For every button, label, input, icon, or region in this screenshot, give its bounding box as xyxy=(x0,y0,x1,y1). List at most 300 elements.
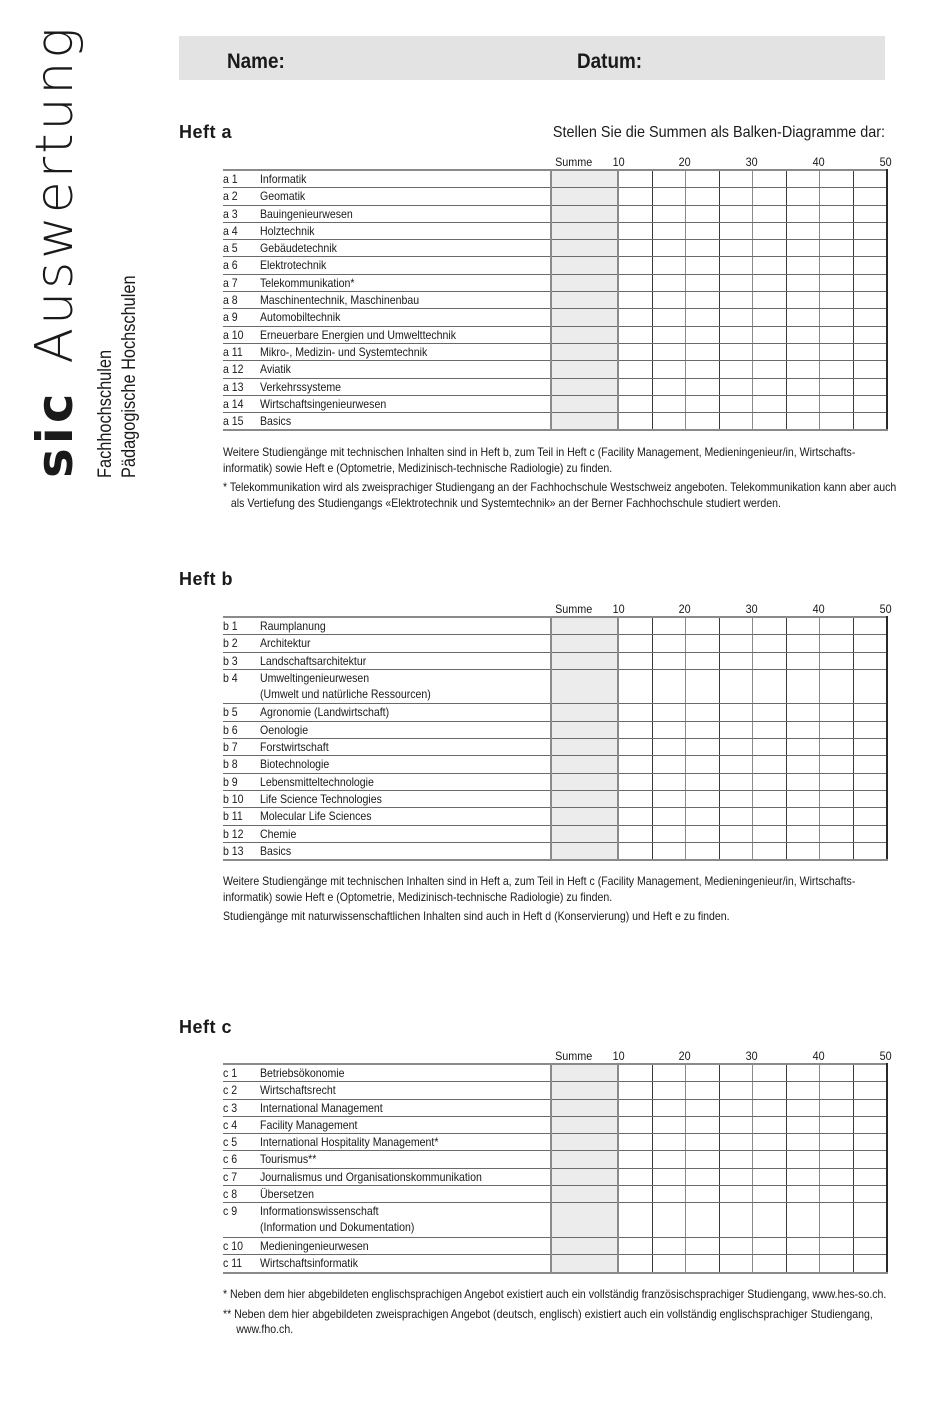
bar-chart-cell[interactable] xyxy=(618,1151,652,1168)
bar-chart-cell[interactable] xyxy=(853,188,887,205)
bar-chart-cell[interactable] xyxy=(652,721,686,738)
bar-chart-cell[interactable] xyxy=(820,413,854,431)
bar-chart-cell[interactable] xyxy=(753,652,787,669)
bar-chart-cell[interactable] xyxy=(652,1082,686,1099)
bar-chart-cell[interactable] xyxy=(853,1064,887,1082)
bar-chart-cell[interactable] xyxy=(753,292,787,309)
bar-chart-cell[interactable] xyxy=(820,1237,854,1254)
bar-chart-cell[interactable] xyxy=(686,1186,720,1203)
bar-chart-cell[interactable] xyxy=(820,1064,854,1082)
bar-chart-cell[interactable] xyxy=(719,773,753,790)
bar-chart-cell[interactable] xyxy=(686,1099,720,1116)
bar-chart-cell[interactable] xyxy=(820,361,854,378)
bar-chart-cell[interactable] xyxy=(686,825,720,842)
bar-chart-cell[interactable] xyxy=(686,188,720,205)
bar-chart-cell[interactable] xyxy=(719,756,753,773)
bar-chart-cell[interactable] xyxy=(618,1116,652,1133)
bar-chart-cell[interactable] xyxy=(686,343,720,360)
bar-chart-cell[interactable] xyxy=(652,669,686,704)
bar-chart-cell[interactable] xyxy=(820,257,854,274)
bar-chart-cell[interactable] xyxy=(652,361,686,378)
bar-chart-cell[interactable] xyxy=(686,361,720,378)
sum-input-cell[interactable] xyxy=(551,669,618,704)
bar-chart-cell[interactable] xyxy=(820,274,854,291)
bar-chart-cell[interactable] xyxy=(652,1237,686,1254)
bar-chart-cell[interactable] xyxy=(652,635,686,652)
bar-chart-cell[interactable] xyxy=(853,1151,887,1168)
bar-chart-cell[interactable] xyxy=(753,222,787,239)
bar-chart-cell[interactable] xyxy=(719,1082,753,1099)
bar-chart-cell[interactable] xyxy=(786,1237,820,1254)
bar-chart-cell[interactable] xyxy=(853,222,887,239)
bar-chart-cell[interactable] xyxy=(820,773,854,790)
bar-chart-cell[interactable] xyxy=(853,309,887,326)
bar-chart-cell[interactable] xyxy=(618,1064,652,1082)
bar-chart-cell[interactable] xyxy=(652,704,686,721)
bar-chart-cell[interactable] xyxy=(652,326,686,343)
bar-chart-cell[interactable] xyxy=(652,1116,686,1133)
bar-chart-cell[interactable] xyxy=(618,361,652,378)
bar-chart-cell[interactable] xyxy=(719,274,753,291)
bar-chart-cell[interactable] xyxy=(820,378,854,395)
bar-chart-cell[interactable] xyxy=(618,1186,652,1203)
bar-chart-cell[interactable] xyxy=(618,413,652,431)
sum-input-cell[interactable] xyxy=(551,1116,618,1133)
bar-chart-cell[interactable] xyxy=(719,395,753,412)
bar-chart-cell[interactable] xyxy=(786,188,820,205)
bar-chart-cell[interactable] xyxy=(719,652,753,669)
bar-chart-cell[interactable] xyxy=(853,1237,887,1254)
bar-chart-cell[interactable] xyxy=(652,1099,686,1116)
bar-chart-cell[interactable] xyxy=(753,257,787,274)
sum-input-cell[interactable] xyxy=(551,361,618,378)
bar-chart-cell[interactable] xyxy=(618,721,652,738)
bar-chart-cell[interactable] xyxy=(753,343,787,360)
sum-input-cell[interactable] xyxy=(551,1255,618,1273)
bar-chart-cell[interactable] xyxy=(753,413,787,431)
bar-chart-cell[interactable] xyxy=(719,1151,753,1168)
bar-chart-cell[interactable] xyxy=(753,205,787,222)
bar-chart-cell[interactable] xyxy=(652,790,686,807)
bar-chart-cell[interactable] xyxy=(786,395,820,412)
bar-chart-cell[interactable] xyxy=(719,669,753,704)
bar-chart-cell[interactable] xyxy=(820,1151,854,1168)
bar-chart-cell[interactable] xyxy=(853,617,887,635)
bar-chart-cell[interactable] xyxy=(753,790,787,807)
bar-chart-cell[interactable] xyxy=(853,669,887,704)
sum-input-cell[interactable] xyxy=(551,257,618,274)
bar-chart-cell[interactable] xyxy=(753,704,787,721)
bar-chart-cell[interactable] xyxy=(820,652,854,669)
bar-chart-cell[interactable] xyxy=(853,1134,887,1151)
bar-chart-cell[interactable] xyxy=(686,413,720,431)
bar-chart-cell[interactable] xyxy=(618,1099,652,1116)
bar-chart-cell[interactable] xyxy=(786,1255,820,1273)
sum-input-cell[interactable] xyxy=(551,188,618,205)
sum-input-cell[interactable] xyxy=(551,378,618,395)
sum-input-cell[interactable] xyxy=(551,704,618,721)
bar-chart-cell[interactable] xyxy=(853,704,887,721)
sum-input-cell[interactable] xyxy=(551,1237,618,1254)
bar-chart-cell[interactable] xyxy=(786,1116,820,1133)
bar-chart-cell[interactable] xyxy=(618,309,652,326)
bar-chart-cell[interactable] xyxy=(652,188,686,205)
bar-chart-cell[interactable] xyxy=(753,669,787,704)
bar-chart-cell[interactable] xyxy=(652,395,686,412)
bar-chart-cell[interactable] xyxy=(820,205,854,222)
bar-chart-cell[interactable] xyxy=(719,1237,753,1254)
bar-chart-cell[interactable] xyxy=(853,343,887,360)
sum-input-cell[interactable] xyxy=(551,825,618,842)
bar-chart-cell[interactable] xyxy=(786,413,820,431)
bar-chart-cell[interactable] xyxy=(652,257,686,274)
bar-chart-cell[interactable] xyxy=(719,292,753,309)
sum-input-cell[interactable] xyxy=(551,205,618,222)
bar-chart-cell[interactable] xyxy=(686,1082,720,1099)
bar-chart-cell[interactable] xyxy=(686,170,720,188)
bar-chart-cell[interactable] xyxy=(652,170,686,188)
bar-chart-cell[interactable] xyxy=(786,1134,820,1151)
bar-chart-cell[interactable] xyxy=(686,739,720,756)
bar-chart-cell[interactable] xyxy=(719,825,753,842)
bar-chart-cell[interactable] xyxy=(853,361,887,378)
sum-input-cell[interactable] xyxy=(551,413,618,431)
bar-chart-cell[interactable] xyxy=(753,395,787,412)
bar-chart-cell[interactable] xyxy=(719,617,753,635)
bar-chart-cell[interactable] xyxy=(820,1255,854,1273)
bar-chart-cell[interactable] xyxy=(652,274,686,291)
bar-chart-cell[interactable] xyxy=(853,378,887,395)
bar-chart-cell[interactable] xyxy=(686,1203,720,1238)
bar-chart-cell[interactable] xyxy=(618,274,652,291)
bar-chart-cell[interactable] xyxy=(686,326,720,343)
bar-chart-cell[interactable] xyxy=(618,378,652,395)
bar-chart-cell[interactable] xyxy=(853,773,887,790)
bar-chart-cell[interactable] xyxy=(786,361,820,378)
bar-chart-cell[interactable] xyxy=(686,808,720,825)
sum-input-cell[interactable] xyxy=(551,773,618,790)
bar-chart-cell[interactable] xyxy=(820,635,854,652)
sum-input-cell[interactable] xyxy=(551,1134,618,1151)
sum-input-cell[interactable] xyxy=(551,808,618,825)
bar-chart-cell[interactable] xyxy=(719,721,753,738)
bar-chart-cell[interactable] xyxy=(820,309,854,326)
bar-chart-cell[interactable] xyxy=(618,773,652,790)
bar-chart-cell[interactable] xyxy=(820,292,854,309)
bar-chart-cell[interactable] xyxy=(719,205,753,222)
bar-chart-cell[interactable] xyxy=(820,395,854,412)
bar-chart-cell[interactable] xyxy=(853,1168,887,1185)
bar-chart-cell[interactable] xyxy=(820,739,854,756)
bar-chart-cell[interactable] xyxy=(853,1186,887,1203)
bar-chart-cell[interactable] xyxy=(753,756,787,773)
bar-chart-cell[interactable] xyxy=(753,1255,787,1273)
bar-chart-cell[interactable] xyxy=(853,395,887,412)
bar-chart-cell[interactable] xyxy=(853,413,887,431)
bar-chart-cell[interactable] xyxy=(786,790,820,807)
bar-chart-cell[interactable] xyxy=(753,188,787,205)
bar-chart-cell[interactable] xyxy=(753,808,787,825)
bar-chart-cell[interactable] xyxy=(618,170,652,188)
bar-chart-cell[interactable] xyxy=(753,378,787,395)
bar-chart-cell[interactable] xyxy=(753,309,787,326)
bar-chart-cell[interactable] xyxy=(719,240,753,257)
bar-chart-cell[interactable] xyxy=(820,1082,854,1099)
bar-chart-cell[interactable] xyxy=(652,842,686,860)
bar-chart-cell[interactable] xyxy=(618,808,652,825)
bar-chart-cell[interactable] xyxy=(786,635,820,652)
bar-chart-cell[interactable] xyxy=(686,756,720,773)
bar-chart-cell[interactable] xyxy=(652,205,686,222)
bar-chart-cell[interactable] xyxy=(853,1116,887,1133)
bar-chart-cell[interactable] xyxy=(618,635,652,652)
bar-chart-cell[interactable] xyxy=(853,739,887,756)
bar-chart-cell[interactable] xyxy=(686,704,720,721)
sum-input-cell[interactable] xyxy=(551,395,618,412)
sum-input-cell[interactable] xyxy=(551,274,618,291)
bar-chart-cell[interactable] xyxy=(820,669,854,704)
bar-chart-cell[interactable] xyxy=(853,274,887,291)
bar-chart-cell[interactable] xyxy=(618,1237,652,1254)
bar-chart-cell[interactable] xyxy=(820,343,854,360)
bar-chart-cell[interactable] xyxy=(686,1255,720,1273)
bar-chart-cell[interactable] xyxy=(853,1203,887,1238)
bar-chart-cell[interactable] xyxy=(618,292,652,309)
bar-chart-cell[interactable] xyxy=(820,721,854,738)
bar-chart-cell[interactable] xyxy=(652,378,686,395)
bar-chart-cell[interactable] xyxy=(753,1151,787,1168)
bar-chart-cell[interactable] xyxy=(853,240,887,257)
bar-chart-cell[interactable] xyxy=(686,1168,720,1185)
bar-chart-cell[interactable] xyxy=(853,825,887,842)
bar-chart-cell[interactable] xyxy=(618,205,652,222)
bar-chart-cell[interactable] xyxy=(719,1116,753,1133)
bar-chart-cell[interactable] xyxy=(820,808,854,825)
bar-chart-cell[interactable] xyxy=(786,669,820,704)
bar-chart-cell[interactable] xyxy=(686,309,720,326)
sum-input-cell[interactable] xyxy=(551,617,618,635)
bar-chart-cell[interactable] xyxy=(719,1168,753,1185)
bar-chart-cell[interactable] xyxy=(618,825,652,842)
bar-chart-cell[interactable] xyxy=(786,825,820,842)
bar-chart-cell[interactable] xyxy=(618,257,652,274)
bar-chart-cell[interactable] xyxy=(618,240,652,257)
bar-chart-cell[interactable] xyxy=(853,635,887,652)
bar-chart-cell[interactable] xyxy=(686,274,720,291)
bar-chart-cell[interactable] xyxy=(820,790,854,807)
bar-chart-cell[interactable] xyxy=(786,205,820,222)
bar-chart-cell[interactable] xyxy=(652,240,686,257)
bar-chart-cell[interactable] xyxy=(853,1255,887,1273)
bar-chart-cell[interactable] xyxy=(753,617,787,635)
bar-chart-cell[interactable] xyxy=(686,1116,720,1133)
sum-input-cell[interactable] xyxy=(551,756,618,773)
sum-input-cell[interactable] xyxy=(551,292,618,309)
bar-chart-cell[interactable] xyxy=(753,361,787,378)
sum-input-cell[interactable] xyxy=(551,1064,618,1082)
bar-chart-cell[interactable] xyxy=(786,222,820,239)
bar-chart-cell[interactable] xyxy=(786,170,820,188)
bar-chart-cell[interactable] xyxy=(652,309,686,326)
bar-chart-cell[interactable] xyxy=(820,1203,854,1238)
bar-chart-cell[interactable] xyxy=(618,222,652,239)
bar-chart-cell[interactable] xyxy=(786,808,820,825)
bar-chart-cell[interactable] xyxy=(652,343,686,360)
sum-input-cell[interactable] xyxy=(551,739,618,756)
bar-chart-cell[interactable] xyxy=(618,188,652,205)
bar-chart-cell[interactable] xyxy=(618,395,652,412)
bar-chart-cell[interactable] xyxy=(686,395,720,412)
bar-chart-cell[interactable] xyxy=(786,1203,820,1238)
bar-chart-cell[interactable] xyxy=(820,756,854,773)
bar-chart-cell[interactable] xyxy=(753,1186,787,1203)
bar-chart-cell[interactable] xyxy=(719,222,753,239)
bar-chart-cell[interactable] xyxy=(719,808,753,825)
bar-chart-cell[interactable] xyxy=(753,1168,787,1185)
bar-chart-cell[interactable] xyxy=(853,1082,887,1099)
sum-input-cell[interactable] xyxy=(551,326,618,343)
sum-input-cell[interactable] xyxy=(551,309,618,326)
bar-chart-cell[interactable] xyxy=(786,652,820,669)
bar-chart-cell[interactable] xyxy=(853,326,887,343)
bar-chart-cell[interactable] xyxy=(719,1064,753,1082)
bar-chart-cell[interactable] xyxy=(618,842,652,860)
bar-chart-cell[interactable] xyxy=(719,257,753,274)
bar-chart-cell[interactable] xyxy=(652,756,686,773)
bar-chart-cell[interactable] xyxy=(786,1186,820,1203)
bar-chart-cell[interactable] xyxy=(753,721,787,738)
bar-chart-cell[interactable] xyxy=(652,739,686,756)
bar-chart-cell[interactable] xyxy=(786,704,820,721)
bar-chart-cell[interactable] xyxy=(686,1064,720,1082)
bar-chart-cell[interactable] xyxy=(652,1064,686,1082)
bar-chart-cell[interactable] xyxy=(853,257,887,274)
sum-input-cell[interactable] xyxy=(551,170,618,188)
bar-chart-cell[interactable] xyxy=(652,1255,686,1273)
bar-chart-cell[interactable] xyxy=(686,635,720,652)
bar-chart-cell[interactable] xyxy=(786,756,820,773)
bar-chart-cell[interactable] xyxy=(652,1151,686,1168)
bar-chart-cell[interactable] xyxy=(686,1151,720,1168)
bar-chart-cell[interactable] xyxy=(686,617,720,635)
sum-input-cell[interactable] xyxy=(551,1186,618,1203)
bar-chart-cell[interactable] xyxy=(719,1255,753,1273)
bar-chart-cell[interactable] xyxy=(652,1134,686,1151)
bar-chart-cell[interactable] xyxy=(853,790,887,807)
bar-chart-cell[interactable] xyxy=(753,240,787,257)
bar-chart-cell[interactable] xyxy=(618,756,652,773)
bar-chart-cell[interactable] xyxy=(820,222,854,239)
bar-chart-cell[interactable] xyxy=(618,1203,652,1238)
sum-input-cell[interactable] xyxy=(551,721,618,738)
bar-chart-cell[interactable] xyxy=(820,1186,854,1203)
bar-chart-cell[interactable] xyxy=(786,842,820,860)
bar-chart-cell[interactable] xyxy=(686,773,720,790)
bar-chart-cell[interactable] xyxy=(786,1082,820,1099)
bar-chart-cell[interactable] xyxy=(618,790,652,807)
bar-chart-cell[interactable] xyxy=(618,1082,652,1099)
bar-chart-cell[interactable] xyxy=(652,292,686,309)
bar-chart-cell[interactable] xyxy=(753,1064,787,1082)
bar-chart-cell[interactable] xyxy=(786,1151,820,1168)
name-field-label[interactable]: Name: xyxy=(227,50,285,73)
bar-chart-cell[interactable] xyxy=(786,1099,820,1116)
sum-input-cell[interactable] xyxy=(551,1099,618,1116)
bar-chart-cell[interactable] xyxy=(853,842,887,860)
sum-input-cell[interactable] xyxy=(551,790,618,807)
date-field-label[interactable]: Datum: xyxy=(577,50,643,73)
sum-input-cell[interactable] xyxy=(551,652,618,669)
bar-chart-cell[interactable] xyxy=(853,652,887,669)
bar-chart-cell[interactable] xyxy=(786,274,820,291)
bar-chart-cell[interactable] xyxy=(753,326,787,343)
bar-chart-cell[interactable] xyxy=(853,292,887,309)
bar-chart-cell[interactable] xyxy=(853,756,887,773)
bar-chart-cell[interactable] xyxy=(719,326,753,343)
bar-chart-cell[interactable] xyxy=(820,617,854,635)
sum-input-cell[interactable] xyxy=(551,1168,618,1185)
bar-chart-cell[interactable] xyxy=(652,1168,686,1185)
bar-chart-cell[interactable] xyxy=(652,825,686,842)
bar-chart-cell[interactable] xyxy=(753,1116,787,1133)
bar-chart-cell[interactable] xyxy=(686,721,720,738)
bar-chart-cell[interactable] xyxy=(652,617,686,635)
bar-chart-cell[interactable] xyxy=(652,652,686,669)
bar-chart-cell[interactable] xyxy=(786,773,820,790)
bar-chart-cell[interactable] xyxy=(820,188,854,205)
bar-chart-cell[interactable] xyxy=(786,739,820,756)
bar-chart-cell[interactable] xyxy=(618,652,652,669)
bar-chart-cell[interactable] xyxy=(786,309,820,326)
bar-chart-cell[interactable] xyxy=(652,222,686,239)
bar-chart-cell[interactable] xyxy=(786,326,820,343)
sum-input-cell[interactable] xyxy=(551,842,618,860)
bar-chart-cell[interactable] xyxy=(786,257,820,274)
bar-chart-cell[interactable] xyxy=(753,773,787,790)
bar-chart-cell[interactable] xyxy=(618,669,652,704)
bar-chart-cell[interactable] xyxy=(652,808,686,825)
bar-chart-cell[interactable] xyxy=(786,343,820,360)
bar-chart-cell[interactable] xyxy=(618,739,652,756)
bar-chart-cell[interactable] xyxy=(820,170,854,188)
bar-chart-cell[interactable] xyxy=(652,773,686,790)
bar-chart-cell[interactable] xyxy=(786,617,820,635)
bar-chart-cell[interactable] xyxy=(686,669,720,704)
bar-chart-cell[interactable] xyxy=(753,1082,787,1099)
bar-chart-cell[interactable] xyxy=(719,842,753,860)
bar-chart-cell[interactable] xyxy=(853,1099,887,1116)
bar-chart-cell[interactable] xyxy=(786,378,820,395)
bar-chart-cell[interactable] xyxy=(853,205,887,222)
bar-chart-cell[interactable] xyxy=(753,635,787,652)
bar-chart-cell[interactable] xyxy=(753,1134,787,1151)
bar-chart-cell[interactable] xyxy=(786,721,820,738)
bar-chart-cell[interactable] xyxy=(753,825,787,842)
sum-input-cell[interactable] xyxy=(551,1082,618,1099)
bar-chart-cell[interactable] xyxy=(719,309,753,326)
bar-chart-cell[interactable] xyxy=(786,240,820,257)
bar-chart-cell[interactable] xyxy=(686,257,720,274)
bar-chart-cell[interactable] xyxy=(853,170,887,188)
bar-chart-cell[interactable] xyxy=(719,704,753,721)
sum-input-cell[interactable] xyxy=(551,1151,618,1168)
bar-chart-cell[interactable] xyxy=(652,413,686,431)
bar-chart-cell[interactable] xyxy=(686,790,720,807)
bar-chart-cell[interactable] xyxy=(686,292,720,309)
bar-chart-cell[interactable] xyxy=(686,652,720,669)
bar-chart-cell[interactable] xyxy=(753,1237,787,1254)
bar-chart-cell[interactable] xyxy=(686,842,720,860)
